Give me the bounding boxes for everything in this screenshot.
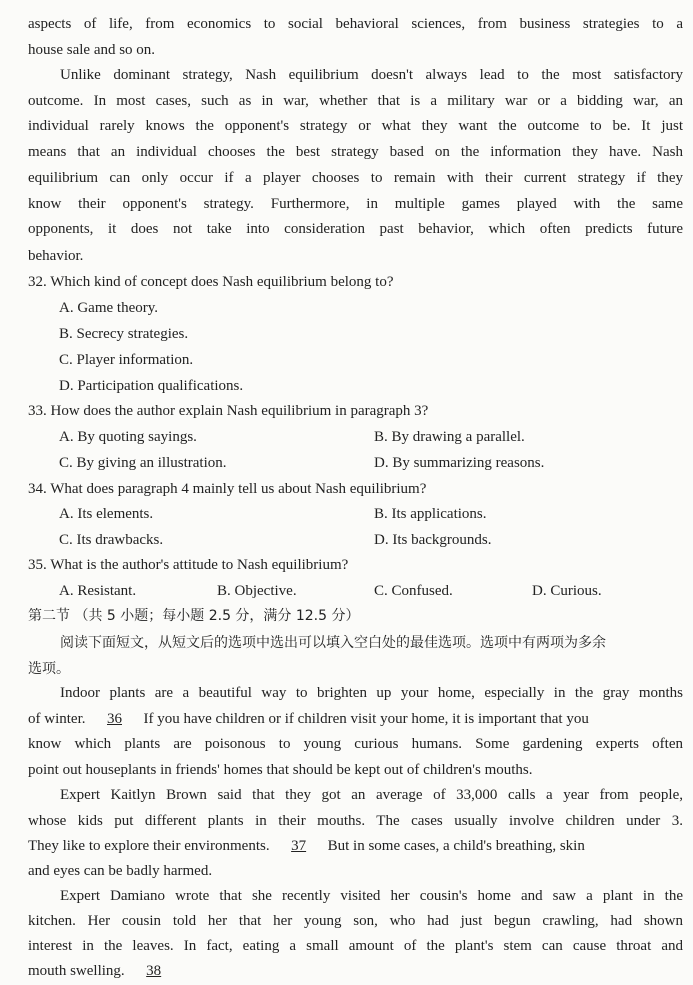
section-instructions: 选项。 [28, 661, 70, 677]
q32-option-c[interactable]: C. Player information. [59, 352, 194, 368]
q34-option-b[interactable]: B. Its applications. [374, 506, 487, 522]
q35-option-b[interactable]: B. Objective. [217, 583, 297, 599]
q34-option-d[interactable]: D. Its backgrounds. [374, 532, 492, 548]
passage-text: mouth swelling. [28, 963, 125, 979]
passage-line [28, 836, 683, 856]
q32-option-a[interactable]: A. Game theory. [59, 300, 158, 316]
passage-line: means that an individual chooses the best strategy based on the information they have. Nash [28, 144, 683, 160]
question-34-stem: 34. What does paragraph 4 mainly tell us about Nash equilibrium? [28, 481, 427, 497]
q33-option-a[interactable]: A. By quoting sayings. [59, 429, 197, 445]
passage-line: and eyes can be badly harmed. [28, 863, 213, 879]
blank-38[interactable]: 38 [146, 963, 162, 979]
passage-line [28, 709, 683, 729]
passage-text: of winter. [28, 711, 86, 727]
passage-line: kitchen. Her cousin told her that her young son, who had just begun crawling, had shown [28, 913, 683, 929]
passage-text: But in some cases, a child's breathing, skin [327, 838, 585, 854]
passage-line: Expert Damiano wrote that she recently visited her cousin's home and saw a plant in the [60, 888, 683, 904]
passage-line: Unlike dominant strategy, Nash equilibrium doesn't always lead to the most satisfactory [60, 67, 683, 83]
passage-line: know which plants are poisonous to young curious humans. Some gardening experts often [28, 736, 683, 752]
passage-line: interest in the leaves. In fact, eating a small amount of the plant's stem can cause throat and [28, 938, 683, 954]
passage-line: equilibrium can only occur if a player chooses to remain with their current strategy if they [28, 170, 683, 186]
passage-line: Expert Kaitlyn Brown said that they got an average of 33,000 calls a year from people, [60, 787, 683, 803]
blank-36[interactable]: 36 [107, 711, 122, 727]
q35-option-a[interactable]: A. Resistant. [59, 583, 137, 599]
q32-option-b[interactable]: B. Secrecy strategies. [59, 326, 189, 342]
passage-text: If you have children or if children visit your home, it is important that you [143, 711, 589, 727]
passage-line: point out houseplants in friends' homes that should be kept out of children's mouths. [28, 762, 533, 778]
passage-line: outcome. In most cases, such as in war, whether that is a military war or a bidding war, an [28, 93, 683, 109]
passage-text: They like to explore their environments. [28, 838, 270, 854]
passage-line: aspects of life, from economics to social behavioral sciences, from business strategies to a [28, 16, 683, 32]
passage-line [28, 961, 683, 981]
q33-option-c[interactable]: C. By giving an illustration. [59, 455, 227, 471]
passage-line: individual rarely knows the opponent's strategy or what they want the outcome to be. It just [28, 118, 683, 134]
question-33-stem: 33. How does the author explain Nash equilibrium in paragraph 3? [28, 403, 429, 419]
passage-line: behavior. [28, 248, 84, 264]
passage-line: house sale and so on. [28, 42, 156, 58]
q33-option-b[interactable]: B. By drawing a parallel. [374, 429, 525, 445]
q34-option-c[interactable]: C. Its drawbacks. [59, 532, 164, 548]
passage-line: know their opponent's strategy. Furthermore, in multiple games played with the same [28, 196, 683, 212]
q32-option-d[interactable]: D. Participation qualifications. [59, 378, 244, 394]
section-instructions: 阅读下面短文，从短文后的选项中选出可以填入空白处的最佳选项。选项中有两项为多余 [60, 635, 606, 651]
question-35-stem: 35. What is the author's attitude to Nash equilibrium? [28, 557, 349, 573]
section-heading: 第二节 （共 5 小题；每小题 2.5 分，满分 12.5 分） [28, 608, 360, 624]
passage-line: whose kids put different plants in their mouths. The cases usually involve children under 3. [28, 813, 683, 829]
q33-option-d[interactable]: D. By summarizing reasons. [374, 455, 545, 471]
passage-line: opponents, it does not take into consideration past behavior, which often predicts future [28, 221, 683, 237]
q34-option-a[interactable]: A. Its elements. [59, 506, 154, 522]
q35-option-c[interactable]: C. Confused. [374, 583, 453, 599]
q35-option-d[interactable]: D. Curious. [532, 583, 602, 599]
blank-37[interactable]: 37 [291, 838, 307, 854]
passage-line: Indoor plants are a beautiful way to brighten up your home, especially in the gray months [60, 685, 683, 701]
question-32-stem: 32. Which kind of concept does Nash equilibrium belong to? [28, 274, 394, 290]
